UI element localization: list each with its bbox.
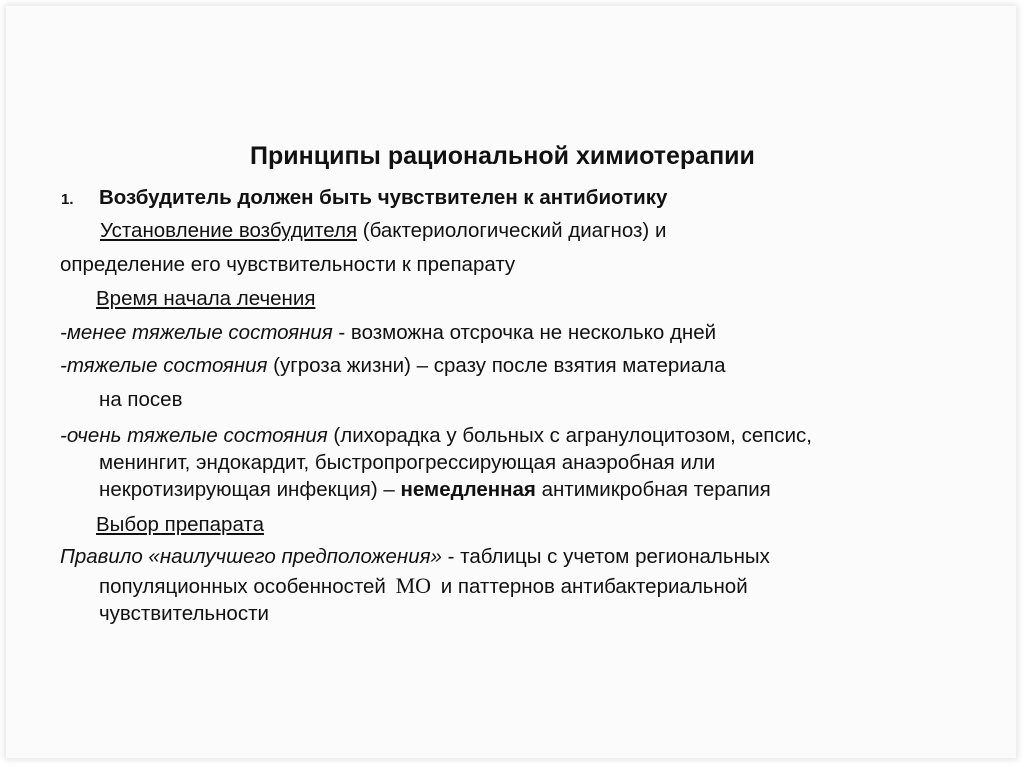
text-line: менингит, эндокардит, быстропрогрессирующая анаэробная или [99, 451, 716, 474]
text-line: чувствительности [99, 602, 269, 625]
underlined-phrase: Установление возбудителя [100, 219, 358, 242]
italic-phrase: -менее тяжелые состояния [60, 321, 333, 344]
item-heading: Возбудитель должен быть чувствителен к антибиотику [99, 186, 668, 209]
list-number: 1. [61, 191, 74, 208]
text-line [60, 321, 716, 346]
bold-phrase: немедленная [400, 478, 536, 501]
text-fragment: популяционных особенностей [99, 575, 392, 598]
text-fragment: - возможна отсрочка не несколько дней [332, 321, 717, 344]
text-line: определение его чувствительности к препарату [60, 253, 516, 276]
text-fragment: некротизирующая инфекция) – [99, 478, 401, 501]
text-line [60, 354, 726, 379]
mo-abbreviation: МО [395, 573, 432, 598]
text-fragment: антимикробная терапия [535, 478, 771, 501]
text-fragment: (бактериологический диагноз) и [357, 219, 667, 242]
text-line [99, 478, 771, 503]
italic-phrase: -очень тяжелые состояния [60, 424, 328, 447]
text-fragment: - таблицы с учетом региональных [441, 545, 770, 568]
text-line [99, 573, 748, 600]
text-line [60, 545, 770, 570]
text-line [100, 219, 666, 244]
slide [6, 6, 1016, 758]
text-fragment: (угроза жизни) – сразу после взятия материала [267, 354, 726, 377]
section-heading: Время начала лечения [96, 287, 316, 310]
text-fragment: и паттернов антибактериальной [435, 575, 748, 598]
text-fragment: (лихорадка у больных с агранулоцитозом, сепсис, [327, 424, 812, 447]
section-heading: Выбор препарата [96, 513, 264, 536]
slide-title: Принципы рациональной химиотерапии [250, 142, 755, 170]
text-line: на посев [99, 388, 183, 411]
italic-phrase: -тяжелые состояния [60, 354, 268, 377]
text-line [60, 424, 812, 449]
italic-phrase: Правило «наилучшего предположения» [60, 545, 442, 568]
